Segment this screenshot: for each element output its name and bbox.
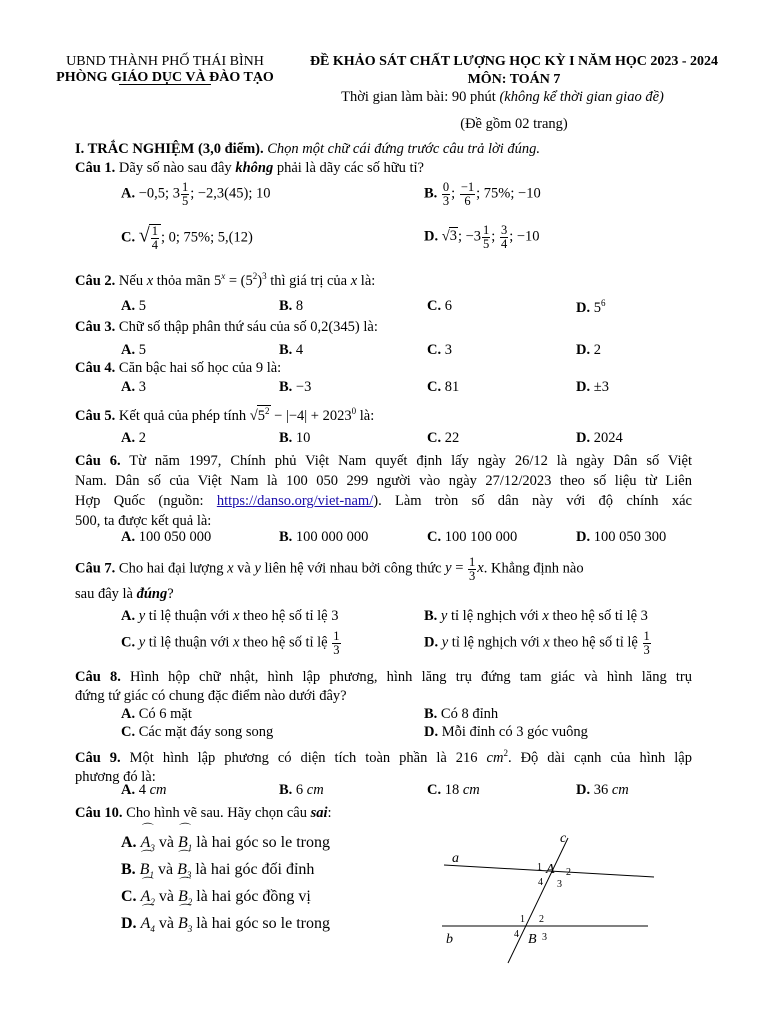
q9-option-d[interactable]: D. 36 cm [576,782,629,798]
question-7: Câu 7. Cho hai đại lượng x và y liên hệ với nhau bởi công thức y = $\frac{1}{3}$ x. Khẳng định nào [75,555,584,583]
option-letter: C. [427,430,442,446]
department-name: PHÒNG GIÁO DỤC VÀ ĐÀO TẠO [56,70,274,86]
section-title: I. TRẮC NGHIỆM (3,0 điểm). [75,141,264,157]
option-value: 2024 [593,430,623,446]
option-letter: A. [121,782,136,798]
question-8 [75,668,692,706]
q6-option-b[interactable] [279,529,368,546]
option-value: 5 [138,298,146,314]
option-text: ; 0; 75%; 5,(12) [160,229,253,246]
option-letter: A. [121,706,136,722]
option-letter: C. [427,342,442,358]
question-emphasis: sai [310,805,328,821]
option-letter: D. [424,228,439,245]
angle-label-B1: 1 [520,914,525,925]
option-value: 22 [444,430,460,446]
option-letter: B. [279,379,293,395]
option-value: 100 050 000 [138,529,212,545]
expression: $√5^2 - |-4| + 2023^0$ [249,406,357,424]
q2-option-a[interactable] [121,298,146,315]
q1-option-b[interactable]: B. $\frac{0}{3}$ ; $\frac{-1}{6}$ ; 75%; −10 [424,180,541,208]
question-label: Câu 2. [75,272,116,289]
option-letter: D. [424,724,439,740]
option-value: ±3 [593,379,609,395]
q2-option-b[interactable] [279,298,303,315]
option-value: Có 8 đỉnh [437,706,499,722]
question-2 [75,271,375,290]
q4-option-b[interactable] [279,379,311,396]
label-c: c [560,831,567,846]
option-letter: D. [424,634,439,651]
q8-option-b[interactable] [424,706,498,723]
q6-option-a[interactable] [121,529,211,546]
option-letter: D. [576,430,591,446]
option-letter: D. [576,342,591,358]
q3-option-d[interactable] [576,342,601,359]
question-text: . Khẳng định nào [483,560,584,577]
fraction: $\frac{1}{4}$ [151,224,158,252]
radical-sign: √ [138,224,150,247]
q6-line: 500, ta được kết quả là: [75,513,212,529]
radicand [149,224,161,251]
option-value: 2 [593,342,601,358]
question-label: Câu 3. [75,319,116,335]
question-text: thỏa mãn [153,272,214,289]
option-value: 100 100 000 [444,529,518,545]
question-text: Một hình lập phương có diện tích toàn phần là 216 [120,749,487,766]
q9-option-b[interactable]: B. 6 cm [279,782,324,798]
q10-option-c[interactable]: C. ⌒ $A_2$ và ⌒ $B_2$ là hai góc đồng vị [121,888,311,908]
variable: x [146,272,154,289]
q6-line: Nam. Dân số của Việt Nam là 100 050 299 người vào ngày 27/12/2023 theo số liệu từ Liên [75,473,692,489]
q4-option-d[interactable] [576,379,609,396]
question-label: Câu 8. [75,669,121,685]
exam-title: ĐỀ KHẢO SÁT CHẤT LƯỢNG HỌC KỲ I NĂM HỌC 2023 - 2024 [309,54,719,69]
option-letter: A. [121,608,136,624]
question-label: Câu 10. [75,805,123,821]
option-text: ; −10 [509,228,540,245]
question-9: Câu 9. Một hình lập phương có diện tích toàn phần là 216 $cm^2$. Độ dài cạnh của hình lập phương đó là: [75,748,692,785]
q6-option-c[interactable] [427,529,517,546]
angle-label-A4: 4 [538,877,543,888]
option-letter: A. [121,834,137,851]
option-value: Các mặt đáy song song [135,724,274,740]
option-letter: A. [121,430,136,446]
option-value: 6 [444,298,452,314]
fraction: $\frac{-1}{6}$ [460,180,475,208]
question-10: Câu 10. Cho hình vẽ sau. Hãy chọn câu sai: [75,805,332,821]
option-letter: C. [121,724,136,740]
q2-option-c[interactable] [427,298,452,315]
q1-option-a[interactable] [121,181,270,207]
angle-label-B2: 2 [539,914,544,925]
question-text: phương đó là: [75,768,156,785]
option-letter: B. [121,861,136,878]
option-value: Có 6 mặt [135,706,192,722]
fraction: $\frac{3}{4}$ [500,223,508,251]
option-letter: C. [427,529,442,545]
option-letter: C. [121,229,136,246]
question-text: Cho hình vẽ sau. Hãy chọn câu [122,805,311,821]
geometry-figure [436,828,666,968]
option-letter: B. [424,706,438,722]
formula: y = $\frac{1}{3}$ x [445,555,484,583]
radicand: 3 [449,228,457,245]
q8-option-a[interactable] [121,706,192,723]
option-value: 3 [138,379,146,395]
point-A: A [546,862,555,877]
option-letter: B. [279,342,293,358]
question-text: Cho hai đại lượng [115,560,228,577]
question-text: và [233,560,255,577]
exam-pages: (Đề gồm 02 trang) [460,116,568,132]
q1-option-c[interactable] [121,224,253,251]
q4-option-a[interactable] [121,379,146,396]
question-1 [75,160,424,177]
header-left [40,54,290,88]
q10-option-d[interactable]: D. ⌒ $A_4$ và ⌒ $B_3$ là hai góc so le trong [121,915,330,935]
exponent: 6 [600,298,606,308]
section-heading [75,141,540,158]
q9-option-c[interactable]: C. 18 cm [427,782,480,798]
option-letter: A. [121,342,136,358]
option-letter: A. [121,529,136,545]
option-letter: A. [121,379,136,395]
q4-option-c[interactable] [427,379,459,396]
q6-option-d[interactable] [576,529,666,546]
option-value: −3 [295,379,312,395]
section-instruction: Chọn một chữ cái đứng trước câu trả lời đúng. [263,141,541,157]
point-B: B [528,932,537,947]
angle-label-B4: 4 [514,929,519,940]
question-text: Nếu [115,272,147,289]
angle-label-A2: 2 [566,867,571,878]
q3-option-a[interactable] [121,342,146,359]
question-label: Câu 1. [75,160,116,176]
label-a: a [452,851,459,866]
q2-option-d[interactable] [576,298,605,317]
question-text: Hình hộp chữ nhật, hình lập phương, hình lăng trụ đứng tam giác và hình lăng trụ [120,669,692,685]
q8-option-d[interactable] [424,724,588,741]
option-value: 10 [295,430,311,446]
q7-option-b[interactable]: B. y tỉ lệ nghịch với x theo hệ số tỉ lệ 3 [424,608,648,624]
q7-option-d[interactable]: D. y tỉ lệ nghịch với x theo hệ số tỉ lệ $\frac{1}{3}$ [424,629,650,657]
authority-name: UBND THÀNH PHỐ THÁI BÌNH [66,54,264,69]
q3-option-b[interactable] [279,342,303,359]
question-text: Căn bậc hai số học của 9 là: [115,360,282,376]
source-link[interactable]: https://danso.org/viet-nam/ [216,493,374,509]
q7-option-c[interactable]: C. y tỉ lệ thuận với x theo hệ số tỉ lệ $\frac{1}{3}$ [121,629,340,657]
question-6 [75,451,692,531]
question-text: Dãy số nào sau đây [115,160,236,176]
angle-label-A3: 3 [557,879,562,890]
option-letter: D. [576,379,591,395]
variable: x [350,272,358,289]
exam-time-label: Thời gian làm bài: 90 phút [341,89,500,105]
option-letter: B. [279,782,293,798]
option-value: 5 [593,299,601,316]
question-text: Từ năm 1997, Chính phủ Việt Nam quyết định lấy ngày 26/12 là ngày Dân số Việt [120,453,692,469]
label-b: b [446,932,453,947]
question-label: Câu 5. [75,407,116,424]
question-text: là: [356,407,375,424]
angle-label-B3: 3 [542,932,547,943]
header-rule [119,84,211,85]
option-letter: A. [121,298,136,314]
option-letter: C. [427,379,442,395]
q1-option-d[interactable]: D. √3; −3 $\frac{1}{5}$ ; $\frac{3}{4}$ ; −10 [424,223,540,251]
question-text: Chữ số thập phân thứ sáu của số 0,2(345) là: [115,319,378,335]
option-letter: A. [121,185,136,202]
q5-option-a[interactable] [121,430,146,447]
option-value: Mỗi đỉnh có 3 góc vuông [438,724,588,740]
question-emphasis: không [235,160,274,176]
question-text: . Độ dài cạnh của hình lập [507,749,692,766]
option-value: 3 [444,342,452,358]
line-c [508,838,568,963]
option-value: 2 [138,430,146,446]
option-value: 4 [295,342,304,358]
q6-line [75,451,692,471]
option-text: ; −3 [457,228,482,245]
q7-line2: sau đây là đúng? [75,586,174,602]
question-text: liên hệ với nhau bởi công thức [260,560,446,577]
option-letter: B. [279,298,293,314]
option-text: ; −2,3(45); 10 [190,185,271,202]
q3-option-c[interactable] [427,342,452,359]
angle-label-A1: 1 [537,862,542,873]
question-text: phải là dãy các số hữu tỉ? [273,160,424,176]
exam-subject: MÔN: TOÁN 7 [467,72,561,87]
option-letter: D. [576,782,591,798]
q5-option-c[interactable] [427,430,459,447]
option-letter: D. [576,529,591,545]
option-letter: D. [576,299,591,316]
option-letter: B. [424,185,438,202]
option-text: ; 75%; −10 [476,185,541,202]
question-text: thì giá trị của [270,272,351,289]
q10-option-b[interactable]: B. ⌒ $B_1$ và ⌒ $B_3$ là hai góc đối đỉnh [121,861,314,881]
fraction: $\frac{1}{5}$ [483,223,490,251]
question-text: là: [357,272,376,289]
option-value: 100 000 000 [295,529,369,545]
q5-option-b[interactable] [279,430,310,447]
q7-option-a[interactable]: A. y tỉ lệ thuận với x theo hệ số tỉ lệ 3 [121,608,339,624]
option-letter: B. [279,529,293,545]
exam-time [295,89,710,106]
question-3 [75,319,378,336]
option-letter: C. [427,298,442,314]
question-label: Câu 4. [75,360,116,376]
equation: $5^x = (5^2)^3$ [213,271,267,289]
question-label: Câu 7. [75,560,116,577]
option-letter: B. [279,430,293,446]
question-text: đứng tứ giác có chung đặc điểm nào dưới đây? [75,688,347,704]
question-label: Câu 9. [75,749,121,766]
option-letter: C. [121,888,137,905]
option-letter: B. [424,608,438,624]
option-letter: D. [121,915,137,932]
question-text: Kết quả của phép tính [115,407,250,424]
option-value: 5 [138,342,146,358]
radical-sign: √ [441,228,450,245]
q8-option-c[interactable] [121,724,273,741]
q9-option-a[interactable]: A. 4 cm [121,782,167,798]
question-4 [75,360,281,377]
question-5 [75,405,374,425]
option-value: 8 [295,298,304,314]
exam-time-note: (không kể thời gian giao đề) [499,89,664,105]
q6-line: Hợp Quốc (nguồn: https://danso.org/viet-nam/). Làm tròn số dân này với độ chính xác [75,493,692,509]
q5-option-d[interactable] [576,430,623,447]
option-value: 81 [444,379,460,395]
option-letter: C. [427,782,442,798]
option-text: −0,5; 3 [138,185,180,202]
option-letter: C. [121,634,136,651]
fraction: $\frac{0}{3}$ [442,180,450,208]
fraction: $\frac{1}{5}$ [181,180,189,208]
q10-option-a[interactable]: A. ⌒ $A_3$ và ⌒ $B_1$ là hai góc so le trong [121,834,330,854]
option-value: 100 050 300 [593,529,667,545]
question-label: Câu 6. [75,453,121,469]
